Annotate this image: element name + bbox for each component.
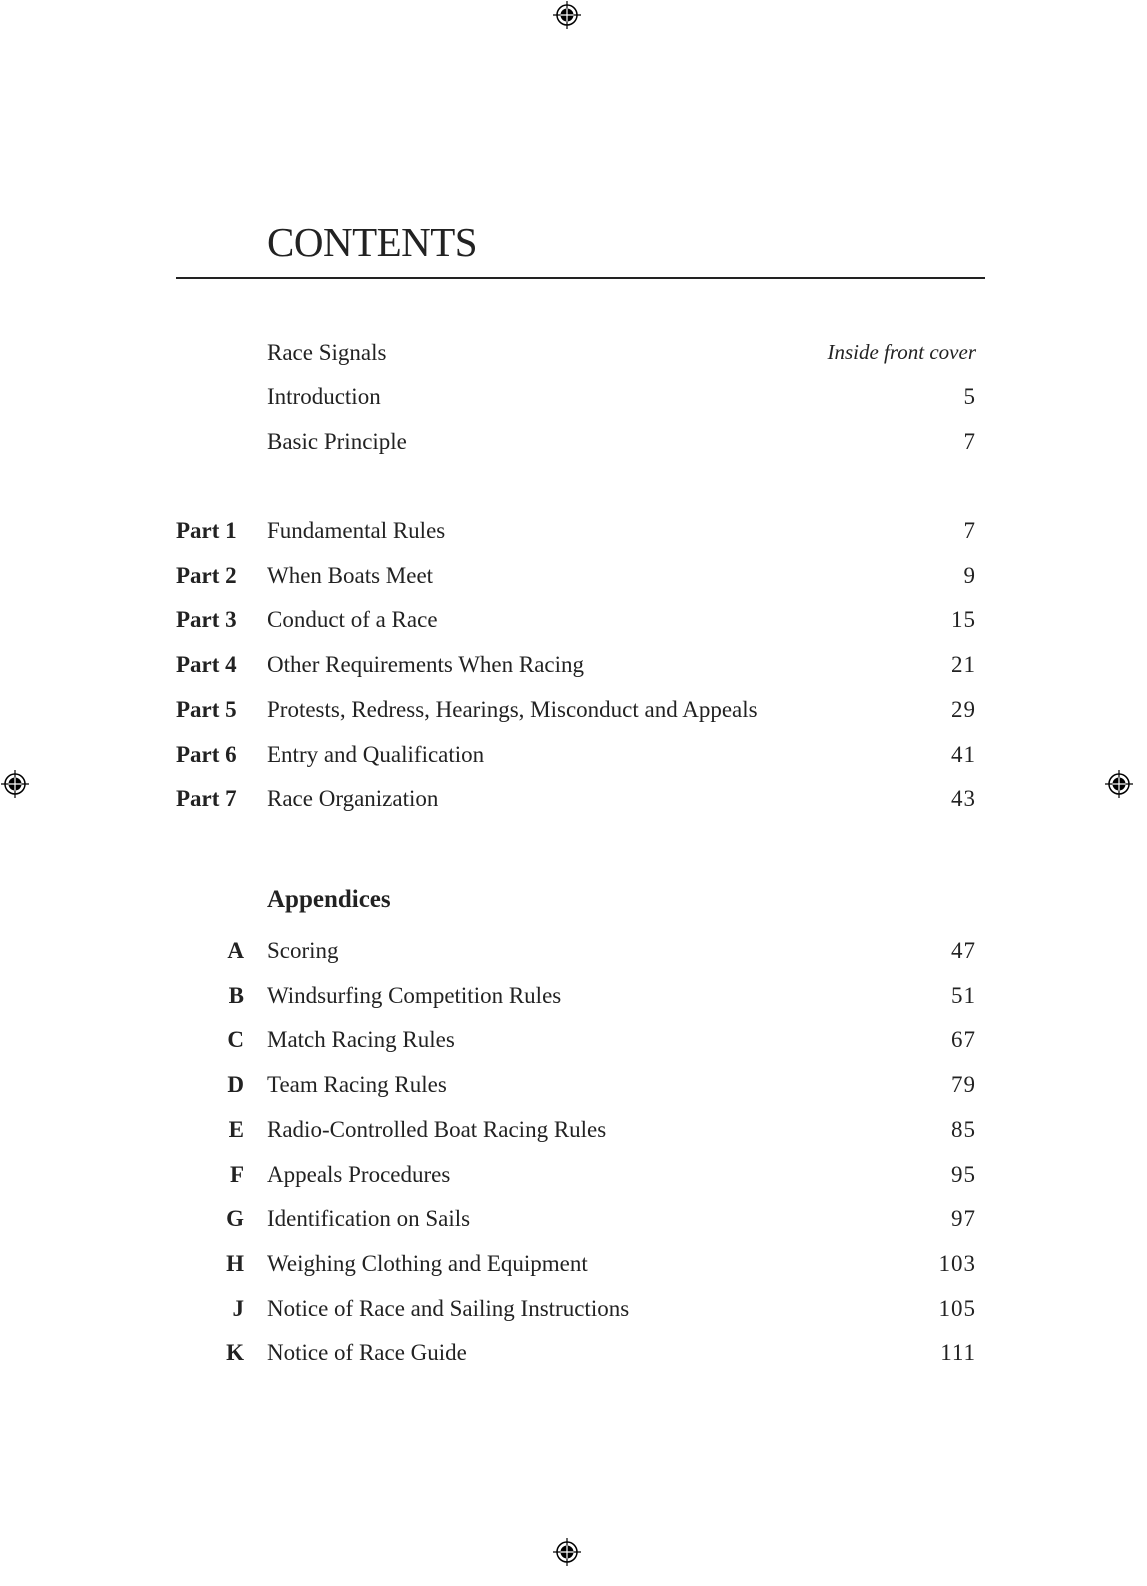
entry-page: 43 [951, 786, 976, 812]
entry-title: Radio-Controlled Boat Racing Rules [267, 1116, 607, 1142]
entry-title: Introduction [267, 384, 381, 409]
entry-page: 111 [940, 1340, 976, 1366]
toc-entry[interactable] [176, 1206, 976, 1236]
toc-entry[interactable] [176, 1072, 976, 1102]
entry-title: Fundamental Rules [267, 518, 446, 543]
toc-entry[interactable] [176, 1340, 976, 1370]
entry-title: Conduct of a Race [267, 607, 438, 633]
toc-entry[interactable] [176, 518, 976, 548]
entry-label: H [226, 1250, 244, 1276]
entry-label: Part 7 [176, 786, 237, 812]
toc-entry[interactable] [176, 938, 976, 968]
entry-label: J [232, 1295, 244, 1321]
entry-page: 47 [951, 938, 976, 963]
toc-entry[interactable] [176, 1251, 976, 1281]
entry-page: 7 [963, 518, 976, 543]
entry-page: 5 [963, 384, 976, 409]
toc-entry[interactable] [176, 384, 976, 414]
entry-page: Inside front cover [827, 340, 976, 364]
entry-page: 9 [963, 562, 976, 588]
entry-label: Part 1 [176, 518, 237, 543]
entry-label: Part 6 [176, 741, 237, 767]
title-rule [176, 277, 985, 279]
entry-title: Race Organization [267, 786, 439, 812]
toc-entry[interactable] [176, 563, 976, 593]
registration-mark-icon [553, 1538, 581, 1566]
registration-mark-icon [1, 770, 29, 798]
entry-title: Race Signals [267, 340, 387, 365]
entry-title: Scoring [267, 938, 339, 963]
entry-page: 95 [951, 1161, 976, 1187]
entry-label: F [229, 1161, 244, 1187]
entry-page: 103 [938, 1250, 976, 1276]
toc-entry[interactable] [176, 607, 976, 637]
entry-title: Team Racing Rules [267, 1072, 447, 1098]
toc-entry[interactable] [176, 786, 976, 816]
entry-title: Match Racing Rules [267, 1027, 455, 1053]
entry-title: When Boats Meet [267, 562, 434, 588]
entry-label: E [228, 1116, 244, 1142]
toc-entry[interactable] [176, 983, 976, 1013]
entry-page: 85 [951, 1116, 976, 1142]
toc-entry[interactable] [176, 340, 976, 370]
appendices-heading: Appendices [267, 886, 391, 913]
entry-page: 105 [938, 1295, 976, 1321]
toc-entry[interactable] [176, 429, 976, 459]
page-title: CONTENTS [267, 219, 478, 265]
toc-entry[interactable] [176, 697, 976, 727]
entry-page: 29 [951, 696, 976, 722]
entry-title: Appeals Procedures [267, 1161, 451, 1187]
toc-entry[interactable] [176, 742, 976, 772]
registration-mark-icon [1105, 770, 1133, 798]
entry-title: Protests, Redress, Hearings, Misconduct and Appeals [267, 696, 758, 722]
toc-entry[interactable] [176, 1296, 976, 1326]
entry-label: C [227, 1027, 244, 1053]
entry-title: Weighing Clothing and Equipment [267, 1250, 588, 1276]
entry-title: Notice of Race Guide [267, 1340, 467, 1366]
entry-title: Windsurfing Competition Rules [267, 982, 562, 1008]
toc-entry[interactable] [176, 652, 976, 682]
toc-entry[interactable] [176, 1027, 976, 1057]
entry-page: 97 [951, 1206, 976, 1232]
entry-title: Notice of Race and Sailing Instructions [267, 1295, 630, 1321]
entry-label: Part 4 [176, 652, 237, 678]
entry-title: Basic Principle [267, 429, 407, 454]
entry-label: K [226, 1340, 244, 1366]
entry-title: Identification on Sails [267, 1206, 471, 1232]
toc-entry[interactable] [176, 1117, 976, 1147]
entry-label: Part 3 [176, 607, 237, 633]
entry-label: B [228, 982, 244, 1008]
toc-entry[interactable] [176, 1162, 976, 1192]
entry-page: 67 [951, 1027, 976, 1053]
entry-page: 41 [951, 741, 976, 767]
entry-page: 51 [951, 982, 976, 1008]
entry-title: Entry and Qualification [267, 741, 485, 767]
entry-label: A [227, 938, 244, 963]
entry-label: Part 2 [176, 562, 237, 588]
entry-label: Part 5 [176, 696, 237, 722]
entry-label: D [227, 1072, 244, 1098]
entry-label: G [226, 1206, 244, 1232]
entry-page: 21 [951, 652, 976, 678]
entry-page: 15 [951, 607, 976, 633]
registration-mark-icon [553, 1, 581, 29]
entry-page: 79 [951, 1072, 976, 1098]
entry-title: Other Requirements When Racing [267, 652, 585, 678]
entry-page: 7 [963, 429, 976, 454]
